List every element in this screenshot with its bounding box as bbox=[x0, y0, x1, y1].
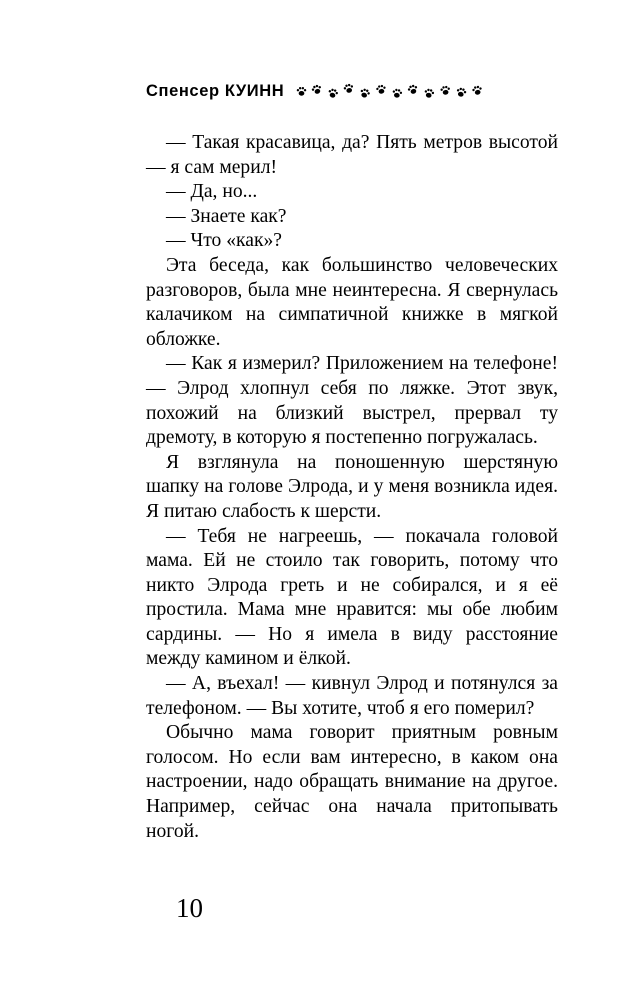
paw-print-icon bbox=[327, 86, 340, 99]
paragraph: — Тебя не нагреешь, — покачала головой мама. Ей не стоило так говорить, потому что никто Элрода греть и не собирался, и я её простила. Мама мне нравится: мы обе любим сардины. — Но я имела в виду расстояние между камином и ёлкой. bbox=[146, 525, 558, 670]
author-name: Спенсер КУИНН bbox=[146, 81, 285, 100]
paw-print-icon bbox=[471, 83, 484, 96]
paragraph: — Что «как»? bbox=[166, 230, 282, 252]
paragraph: — Да, но... bbox=[166, 181, 258, 203]
paw-print-icon bbox=[296, 86, 307, 97]
paw-print-icon bbox=[375, 83, 388, 96]
paw-print-icon bbox=[439, 84, 451, 96]
paw-print-icon bbox=[358, 86, 372, 100]
paw-print-icon bbox=[342, 81, 355, 94]
paragraph: Я взглянула на поношенную шерстяную шапку на голове Элрода, и у меня возникла идея. Я питаю слабость к шерсти. bbox=[146, 451, 558, 522]
running-header bbox=[146, 80, 566, 102]
paragraph: — Знаете как? bbox=[166, 205, 287, 227]
paw-print-icon bbox=[455, 85, 468, 98]
paragraph: Обычно мама говорит приятным ровным голосом. Но если вам интересно, в каком она настроении, надо обращать внимание на другое. Например, сейчас она начала притопывать ногой. bbox=[146, 722, 558, 842]
paragraph: — А, въехал! — кивнул Элрод и потянулся за телефоном. — Вы хотите, чтоб я его померил? bbox=[146, 673, 558, 719]
paragraph: — Как я измерил? Приложением на телефоне! — Элрод хлопнул себя по ляжке. Этот звук, похожий на близкий выстрел, прервал ту дремоту, в которую я постепенно погружалась. bbox=[146, 353, 558, 449]
paw-print-icon bbox=[391, 87, 404, 100]
paw-print-icon bbox=[406, 82, 420, 96]
body-text bbox=[146, 131, 558, 844]
page-number: 10 bbox=[176, 893, 203, 923]
paw-print-icon bbox=[310, 82, 324, 96]
paragraph: — Такая красавица, да? Пять метров высотой — я сам мерил! bbox=[146, 132, 558, 178]
paragraph: Эта беседа, как большинство человеческих разговоров, была мне неинтересна. Я свернулась калачиком на симпатичной книжке в мягкой обложке. bbox=[146, 254, 558, 350]
paw-print-ornament bbox=[296, 86, 483, 97]
paw-print-icon bbox=[423, 86, 436, 99]
